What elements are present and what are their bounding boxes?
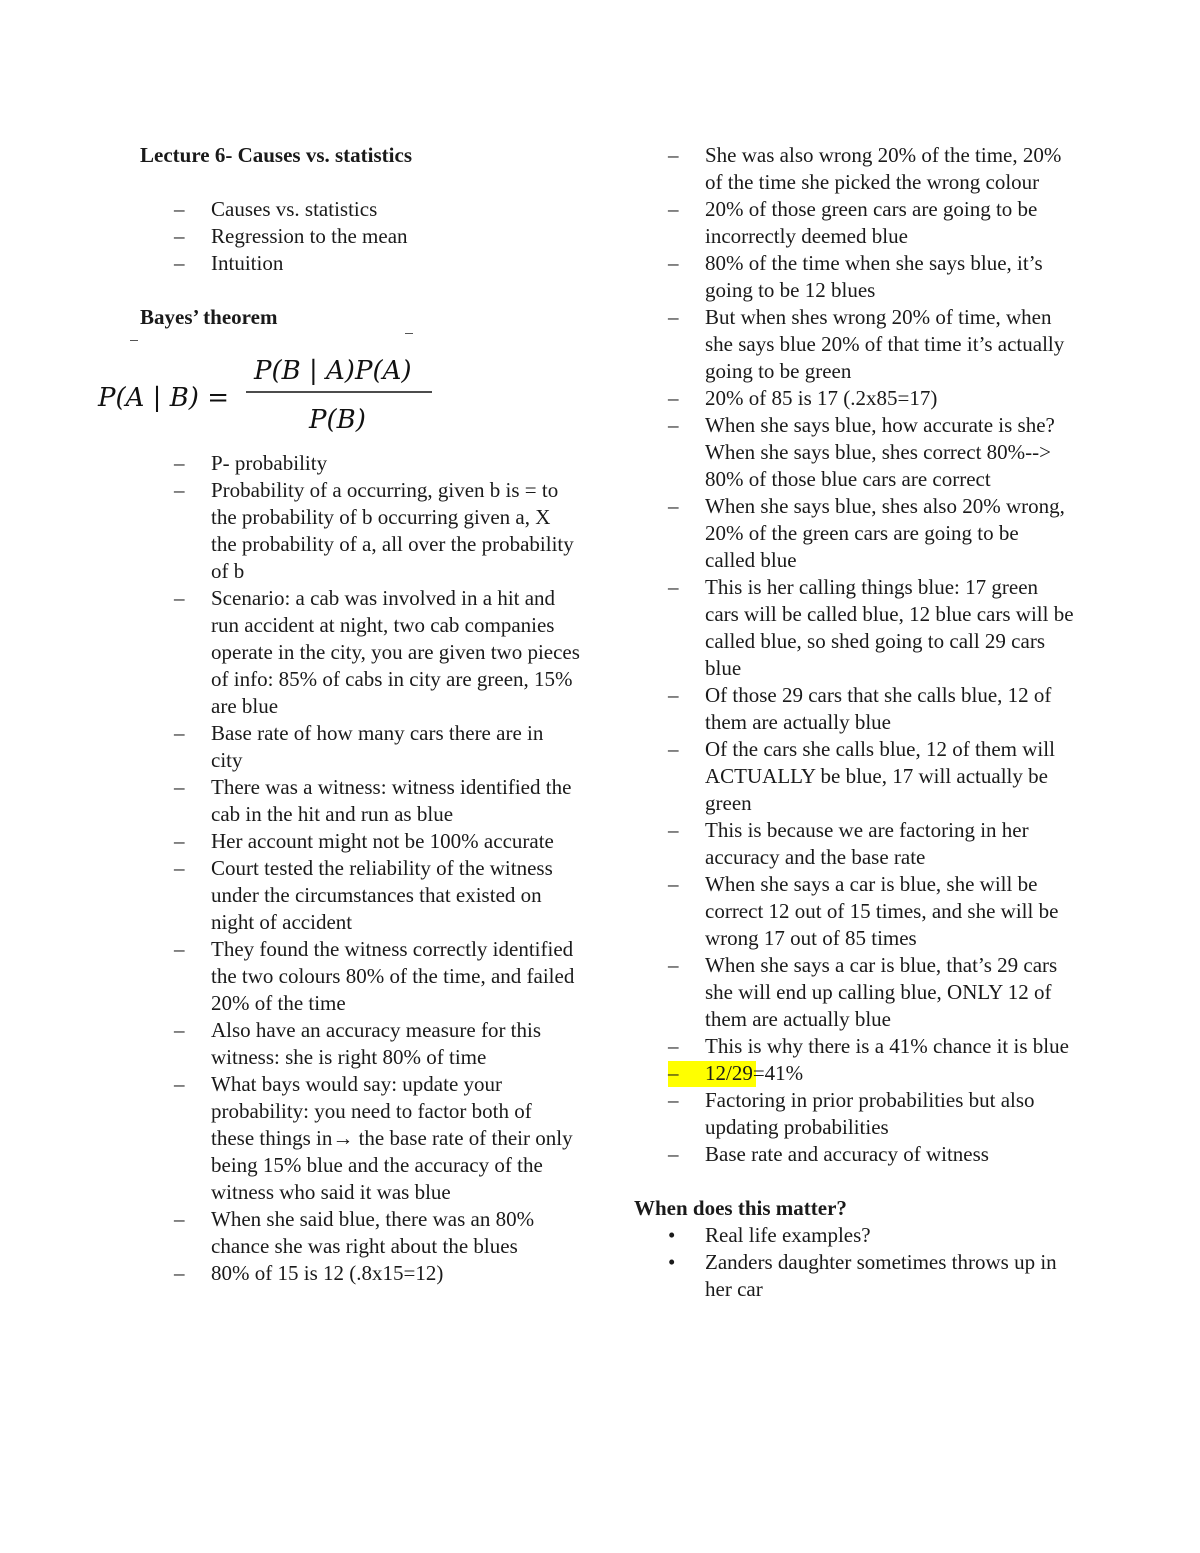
list-item: – When she says a car is blue, that’s 29 cars she will end up calling blue, ONLY 12 of them are actually blue <box>668 953 1058 1031</box>
list-item: – This is why there is a 41% chance it is blue <box>668 1034 1069 1058</box>
list-item: – Her account might not be 100% accurate <box>174 829 554 853</box>
list-item: – Causes vs. statistics <box>174 197 378 221</box>
list-item: – P- probability <box>174 451 328 475</box>
list-item: – Court tested the reliability of the witness under the circumstances that existed on night of accident <box>174 856 553 934</box>
list-item: – Of those 29 cars that she calls blue, 12 of them are actually blue <box>668 683 1052 734</box>
list-item: – When she says blue, shes also 20% wrong, 20% of the green cars are going to be called blue <box>668 494 1065 572</box>
lecture-title: Lecture 6- Causes vs. statistics <box>140 143 412 167</box>
list-item: – When she said blue, there was an 80% chance she was right about the blues <box>174 1207 535 1258</box>
list-item: – Base rate of how many cars there are in city <box>174 721 544 772</box>
list-item: • Zanders daughter sometimes throws up in her car <box>668 1250 1057 1301</box>
list-item: • Real life examples? <box>668 1223 871 1247</box>
stray-mark <box>130 340 138 341</box>
bayes-notes-list <box>140 450 580 1287</box>
list-item: – Regression to the mean <box>174 224 408 248</box>
list-item: – Probability of a occurring, given b is = to the probability of b occurring given a, X the probability of a, all over the probability of b <box>174 478 574 583</box>
intro-list <box>140 196 580 277</box>
list-item: – What bays would say: update your probability: you need to factor both of these things in→ the base rate of their only being 15% blue and the accuracy of the witness who said it was blue <box>174 1072 573 1204</box>
continued-notes-list <box>634 142 1074 1168</box>
list-item: – 20% of 85 is 17 (.2x85=17) <box>668 386 938 410</box>
matter-heading: When does this matter? <box>634 1196 847 1220</box>
list-item: – But when shes wrong 20% of time, when she says blue 20% of that time it’s actually going to be green <box>668 305 1065 383</box>
bayes-heading: Bayes’ theorem <box>140 305 278 329</box>
list-item: – Of the cars she calls blue, 12 of them will ACTUALLY be blue, 17 will actually be green <box>668 737 1055 815</box>
list-item: – When she says blue, how accurate is she? When she says blue, shes correct 80%--> 80% of those blue cars are correct <box>668 413 1055 491</box>
bayes-formula <box>96 352 436 436</box>
formula-denominator: P(B) <box>309 405 366 435</box>
list-item: – When she says a car is blue, she will be correct 12 out of 15 times, and she will be wrong 17 out of 85 times <box>668 872 1059 950</box>
list-item: – They found the witness correctly identified the two colours 80% of the time, and failed 20% of the time <box>174 937 575 1015</box>
list-item: – 80% of the time when she says blue, it’s going to be 12 blues <box>668 251 1043 302</box>
formula-numerator: P(B | A)P(A) <box>254 356 412 386</box>
list-item: – There was a witness: witness identified the cab in the hit and run as blue <box>174 775 572 826</box>
list-item: – Scenario: a cab was involved in a hit and run accident at night, two cab companies operate in the city, you are given two pieces of info: 85% of cabs in city are green, 15% are blue <box>174 586 580 718</box>
left-column <box>140 142 580 1287</box>
highlighted-list-item: – 12/29=41% <box>668 1061 804 1085</box>
right-column <box>634 142 1074 1303</box>
stray-mark <box>405 333 413 334</box>
list-item: – 80% of 15 is 12 (.8x15=12) <box>174 1261 444 1285</box>
list-item: – Factoring in prior probabilities but also updating probabilities <box>668 1088 1035 1139</box>
examples-list <box>634 1222 1074 1303</box>
list-item: – This is her calling things blue: 17 green cars will be called blue, 12 blue cars will be called blue, so shed going to call 29 cars blue <box>668 575 1074 680</box>
list-item: – Intuition <box>174 251 284 275</box>
formula-lhs: P(A | B) = <box>98 383 230 413</box>
list-item: – This is because we are factoring in her accuracy and the base rate <box>668 818 1029 869</box>
list-item: – Base rate and accuracy of witness <box>668 1142 989 1166</box>
list-item: – 20% of those green cars are going to be incorrectly deemed blue <box>668 197 1038 248</box>
list-item: – She was also wrong 20% of the time, 20% of the time she picked the wrong colour <box>668 143 1062 194</box>
list-item: – Also have an accuracy measure for this witness: she is right 80% of time <box>174 1018 542 1069</box>
